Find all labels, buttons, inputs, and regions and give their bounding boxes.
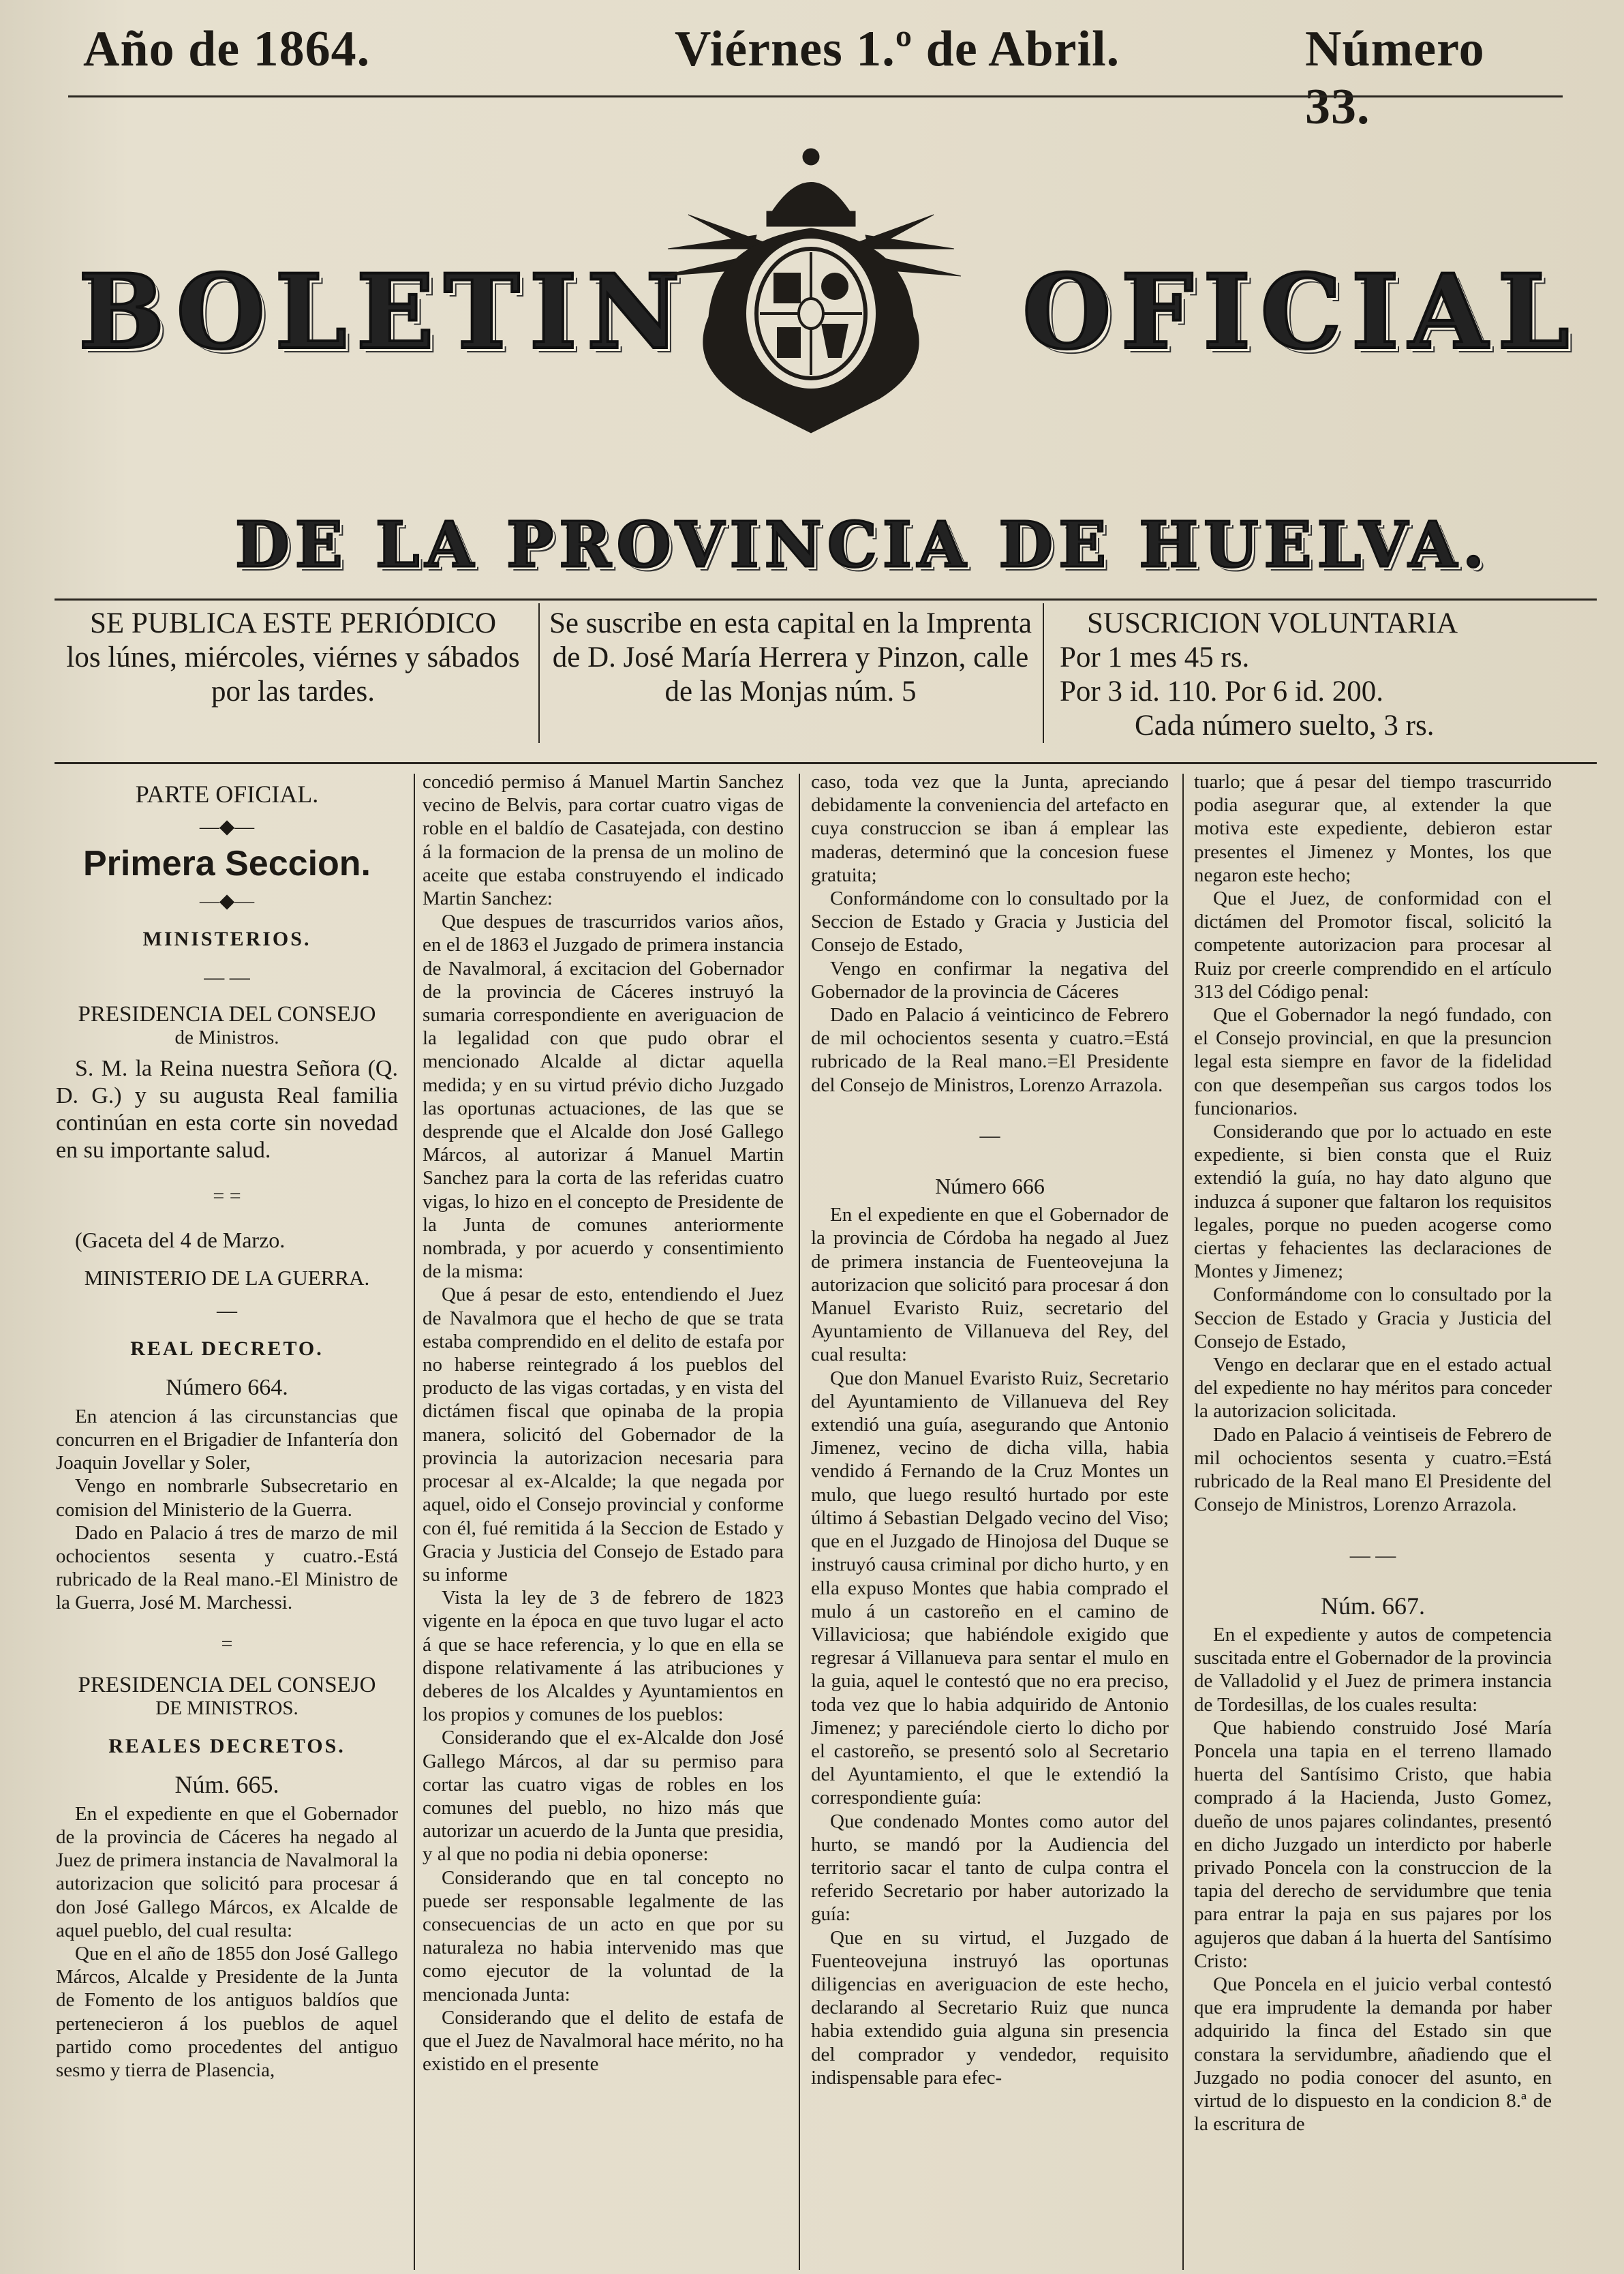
paragraph: Vengo en declarar que en el estado actual del expediente no hay méritos para conceder la autorizacion solicitada.: [1194, 1354, 1552, 1423]
divider: — —: [204, 966, 250, 989]
heading-real-decreto: REAL DECRETO.: [130, 1337, 324, 1361]
title-boletin: BOLETIN: [78, 252, 690, 372]
column-2: [423, 770, 784, 2270]
column-separator: [799, 774, 800, 2270]
date-line: [68, 20, 1563, 135]
paragraph: Considerando que el delito de estafa de que el Juez de Navalmoral hace mérito, no ha existido en el presente: [423, 2006, 784, 2076]
publication-info-line: por las tardes.: [211, 676, 375, 708]
title-oficial: OFICIAL: [1022, 252, 1579, 372]
section-parte-oficial: PARTE OFICIAL.: [135, 780, 319, 808]
column-separator: [1182, 774, 1184, 2270]
paragraph: Vista la ley de 3 de febrero de 1823 vigente en la época en que tuvo lugar el acto á que se hace referencia, y lo que en ella se dispone relativamente á las atribuciones y deberes de los Alcaldes y Ayuntamientos en los propios y comunes de los pueblos:: [423, 1587, 784, 1726]
columns-rule: [55, 762, 1597, 764]
price-one-month: Por 1 mes 45 rs.: [1060, 641, 1250, 673]
paragraph: Que despues de trascurridos varios años, en el de 1863 el Juzgado de primera instancia de Navalmoral, á excitacion del Gobernador de la provincia de Cáceres instruyó la sumaria correspondiente en averiguacion de la legalidad con que pudo obrar el mencionado Alcalde al dictar aquella medida; y en su virtud prévio dicho Juzgado las oportunas actuaciones, de las que se desprende que el Alcalde don José Gallego Márcos, al autorizar á Manuel Martin Sanchez para la corta de las referidas cuatro vigas, lo hizo en el concepto de Presidente de la Junta de comunes anteriormente nombrada, y por acuerdo y consentimiento de la misma:: [423, 911, 784, 1283]
publication-info-line: SE PUBLICA ESTE PERIÓDICO: [89, 607, 497, 639]
subscription-address-line: de D. José María Herrera y Pinzon, calle: [552, 641, 1029, 673]
paragraph: Considerando que en tal concepto no puede ser responsable legalmente de las consecuencias de un acto en que por su naturaleza no habia intervenido mas que como ejecutor de la voluntad de la mencionada Junta:: [423, 1866, 784, 2005]
price-single-issue: Cada número suelto, 3 rs.: [1135, 710, 1435, 742]
issue-year: Año de 1864.: [83, 21, 371, 77]
paragraph: En el expediente y autos de competencia suscitada entre el Gobernador de la provincia de Valladolid y el Juez de primera instancia de Tordesillas, de los cuales resulta:: [1194, 1623, 1552, 1716]
heading-presidencia: PRESIDENCIA DEL CONSEJO: [78, 1002, 376, 1027]
publication-info-line: los lúnes, miércoles, viérnes y sábados: [66, 641, 520, 673]
price-three-six-months: Por 3 id. 110. Por 6 id. 200.: [1060, 676, 1384, 708]
royal-coat-of-arms: [647, 140, 975, 443]
heading-ministerios: MINISTERIOS.: [142, 927, 311, 950]
paragraph: Dado en Palacio á veinticinco de Febrero de mil ochocientos sesenta y cuatro.=Está rubricado de la Real mano.=El Presidente del Consejo de Ministros, Lorenzo Arrazola.: [811, 1004, 1169, 1096]
paragraph: Que el Gobernador la negó fundado, con el Consejo provincial, en que la presuncion legal esta siempre en favor de la fidelidad con que desempeñan sus cargos todos los funcionarios.: [1194, 1004, 1552, 1119]
paragraph: Que en su virtud, el Juzgado de Fuenteovejuna instruyó las oportunas diligencias en averiguacion de este hecho, declarando al Secretario Ruiz que nunca habia extendido guia alguna sin presencia del comprador y vendedor, requisito indispensable para efec-: [811, 1926, 1169, 2089]
paragraph: Que el Juez, de conformidad con el dictámen del Promotor fiscal, solicitó la competente autorizacion para procesar al Ruiz por creerle comprendido en el artículo 313 del Código penal:: [1194, 888, 1552, 1003]
issue-number: Número 33.: [1305, 21, 1485, 135]
column-4: [1194, 770, 1552, 2270]
paragraph: Dado en Palacio á veintiseis de Febrero de mil ochocientos sesenta y cuatro.=Está rubricado de la Real mano El Presidente del Consejo de Ministros, Lorenzo Arrazola.: [1194, 1423, 1552, 1516]
ornament: —◆—: [199, 890, 255, 912]
column-separator: [414, 774, 415, 2270]
paragraph: S. M. la Reina nuestra Señora (Q. D. G.) y su augusta Real familia continúan en esta corte sin novedad en su importante salud.: [56, 1055, 398, 1163]
paragraph: Vengo en nombrarle Subsecretario en comision del Ministerio de la Guerra.: [56, 1475, 398, 1521]
paragraph: En el expediente en que el Gobernador de la provincia de Córdoba ha negado al Juez de primera instancia de Fuenteovejuna la autorizacion que solicitó para procesar á don Manuel Evaristo Ruiz, secretario del Ayuntamiento de Villanueva del Rey, del cual resulta:: [811, 1204, 1169, 1366]
paragraph: Que en el año de 1855 don José Gallego Márcos, Alcalde y Presidente de la Junta de Fomento de los antiguos baldíos que pertenecieron á los pueblos de aquel partido como procedentes del antiguo sesmo y tierra de Plasencia,: [56, 1942, 398, 2081]
heading-ministerio-guerra: MINISTERIO DE LA GUERRA.: [84, 1266, 370, 1290]
ornament: —◆—: [199, 816, 255, 838]
issue-date: Viérnes 1.º de Abril.: [675, 21, 1120, 77]
subscription-address-line: Se suscribe en esta capital en la Imprenta: [549, 607, 1032, 639]
subscription-title: SUSCRICION VOLUNTARIA: [1087, 607, 1458, 639]
decree-number-666: Número 666: [935, 1174, 1045, 1199]
paragraph: Que á pesar de esto, entendiendo el Juez de Navalmora que el hecho de que se trata estaba comprendido en el delito de estafa por no haberse reintegrado á los pueblos del producto de las vigas cortadas, y en vista del dictámen fiscal que opinaba de la propia manera, solicitó del Gobernador de la provincia la autorizacion necesaria para procesar al ex-Alcalde; la que negada por aquel, oido el Consejo provincial y conforme con él, fué remitida á la Seccion de Estado y Gracia y Justicia del Consejo de Estado para su informe: [423, 1284, 784, 1586]
paragraph: Vengo en confirmar la negativa del Gobernador de la provincia de Cáceres: [811, 957, 1169, 1003]
decree-number-667: Núm. 667.: [1321, 1592, 1425, 1620]
paragraph: En atencion á las circunstancias que concurren en el Brigadier de Infantería don Joaquin Jovellar y Soler,: [56, 1405, 398, 1474]
heading-presidencia: PRESIDENCIA DEL CONSEJO: [78, 1672, 376, 1697]
paragraph: Considerando que el ex-Alcalde don José Gallego Márcos, al dar su permiso para cortar las cuatro vigas de robles en los comunes del pueblo, no hizo más que autorizar un acuerdo de la Junta que presidia, y al que no podia ni debia oponerse:: [423, 1727, 784, 1866]
top-rule: [68, 95, 1563, 97]
divider: = =: [213, 1184, 241, 1207]
divider: — —: [1349, 1543, 1396, 1566]
paragraph: caso, toda vez que la Junta, apreciando debidamente la conveniencia del artefacto en cuya construccion se iban á emplear las maderas, determinó que la concesion fuese gratuita;: [811, 771, 1169, 886]
column-3: [811, 770, 1169, 2270]
paragraph: Que Poncela en el juicio verbal contestó que era imprudente la demanda por haber adquirido la finca del Estado sin que constara la servidumbre, añadiendo que el Juzgado no podia conocer del asunto, en virtud de lo dispuesto en la condicion 8.ª de la escritura de: [1194, 1973, 1552, 2136]
paragraph: Dado en Palacio á tres de marzo de mil ochocientos sesenta y cuatro.-Está rubricado de la Real mano.-El Ministro de la Guerra, José M. Marchessi.: [56, 1521, 398, 1614]
decree-number-665: Núm. 665.: [174, 1771, 279, 1799]
paragraph: Considerando que por lo actuado en este expediente, si bien consta que el Ruiz extendió la guía, no hay dato alguno que induzca á suponer que faltaron los requisitos legales, porque no pueden acogerse como ciertas y fehacientes las declaraciones de Montes y Jimenez;: [1194, 1121, 1552, 1283]
info-separator: [538, 603, 540, 743]
paragraph: Que habiendo construido José María Poncela una tapia en el terreno llamado huerta del Santísimo Cristo, que habia comprado á la Hacienda, Justo Gomez, dueño de unos pajares colindantes, presentó en dicho Juzgado un interdicto por haberle privado Poncela con la construccion de la tapia del derecho de servidumbre que tenia para entrar la paja en sus pajares por los agujeros que daban á la huerta del Santísimo Cristo:: [1194, 1716, 1552, 1972]
heading-reales-decretos: REALES DECRETOS.: [108, 1735, 346, 1758]
gaceta-note: (Gaceta del 4 de Marzo.: [75, 1227, 286, 1252]
paragraph: Conformándome con lo consultado por la Seccion de Estado y Gracia y Justicia del Consejo de Estado,: [811, 888, 1169, 956]
section-primera-seccion: Primera Seccion.: [83, 844, 371, 884]
paragraph: tuarlo; que á pesar del tiempo trascurrido podia asegurar que, al extender la que motiva este expediente, debieron estar presentes el Jimenez y Montes, los que negaron este hecho;: [1194, 771, 1552, 886]
subscription-address-line: de las Monjas núm. 5: [664, 676, 917, 708]
publication-info: [55, 607, 532, 743]
subscription-address: [545, 607, 1036, 743]
title-provincia: DE LA PROVINCIA DE HUELVA.: [235, 508, 1490, 581]
column-1: [56, 770, 398, 2270]
heading-ministros: DE MINISTROS.: [155, 1697, 298, 1720]
divider: =: [221, 1632, 233, 1655]
heading-ministros: de Ministros.: [174, 1027, 279, 1049]
divider: —: [217, 1299, 237, 1322]
header-rule: [55, 598, 1597, 601]
paragraph: Que don Manuel Evaristo Ruiz, Secretario del Ayuntamiento de Villanueva del Rey extendió una guía, asegurando que Antonio Jimenez, vecino de dicha villa, habia vendido á Fernando de la Cruz Montes un mulo, que luego resultó hurtado por este último á Sebastian Delgado vecino del Viso; que en el Juzgado de Hinojosa del Duque se instruyó causa criminal por dicho hurto, y en ella expuso Montes que habia comprado el mulo á un castoreño en el camino de Villaviciosa; que habiéndole exigido que regresar á Villanueva para sentar el mulo en la guia, aquel le contestó que no era preciso, toda vez que lo habia adquirido de Antonio Jimenez; y pareciéndole cierto lo dicho por el castoreño, se presentó solo al Secretario del Ayuntamiento, el que le extendió la correspondiente guía:: [811, 1367, 1169, 1809]
divider: —: [979, 1123, 1000, 1147]
paragraph: concedió permiso á Manuel Martin Sanchez vecino de Belvis, para cortar cuatro vigas de roble en el baldío de Casatejada, con destino á la formacion de la prensa de un molino de aceite que estaba construyendo el indicado Martin Sanchez:: [423, 771, 784, 910]
subscription-prices: [1053, 607, 1530, 743]
info-separator: [1043, 603, 1044, 743]
paragraph: Conformándome con lo consultado por la Seccion de Estado y Gracia y Justicia del Consejo de Estado,: [1194, 1284, 1552, 1352]
paragraph: En el expediente en que el Gobernador de la provincia de Cáceres ha negado al Juez de primera instancia de Navalmoral la autorizacion que solicitó para procesar á don José Gallego Márcos, ex Alcalde de aquel pueblo, del cual resulta:: [56, 1802, 398, 1941]
decree-number-664: Número 664.: [166, 1374, 288, 1400]
paragraph: Que condenado Montes como autor del hurto, se mandó por la Audiencia del territorio sacar el tanto de culpa contra el referido Secretario por haber autorizado la guía:: [811, 1810, 1169, 1926]
